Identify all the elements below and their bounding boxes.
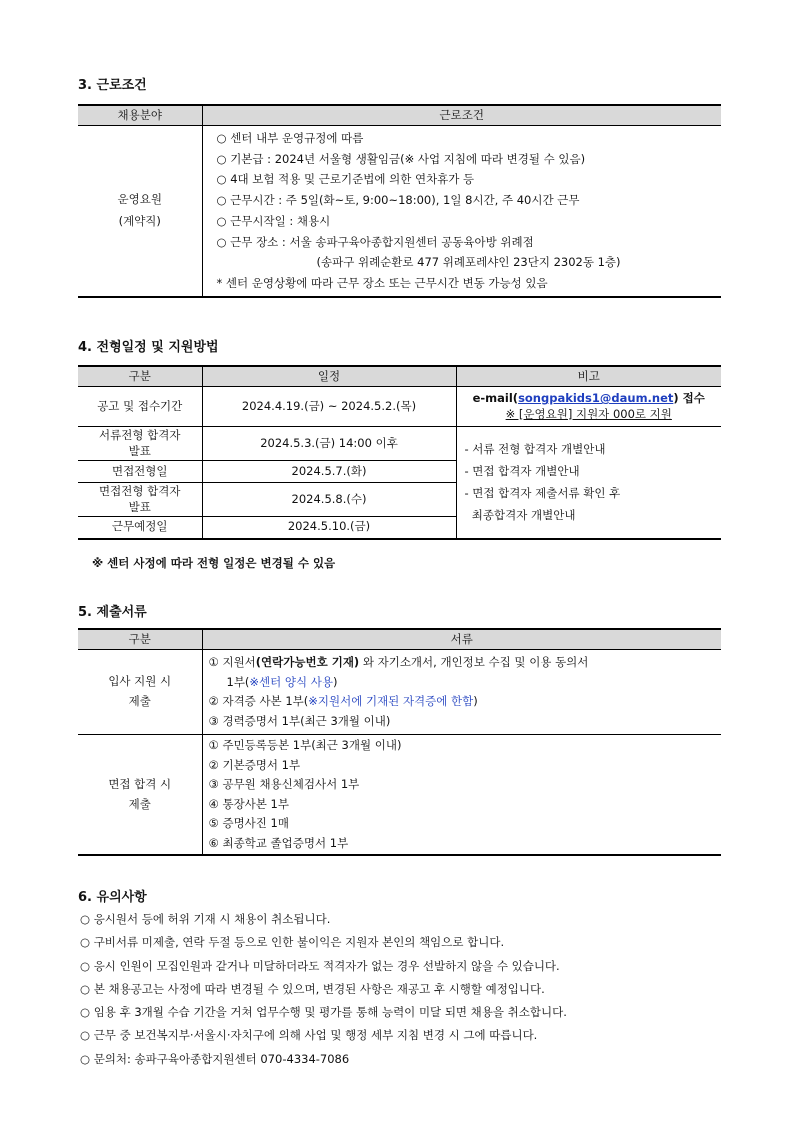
- doc-item: ② 자격증 사본 1부(※지원서에 기재된 자격증에 한함): [208, 694, 478, 708]
- remark-item: 최종합격자 개별안내: [464, 508, 576, 523]
- pass-docs-cell: [202, 735, 721, 856]
- header-documents: 서류: [202, 629, 721, 650]
- doc-item: ① 지원서(연락가능번호 기재) 와 자기소개서, 개인정보 수집 및 이용 동의서: [208, 655, 589, 669]
- condition-item: ○ 근무시간 : 주 5일(화~토, 9:00~18:00), 1일 8시간, 주 40시간 근무: [216, 193, 580, 208]
- doc-item: ④ 통장사본 1부: [208, 796, 289, 811]
- condition-item: ○ 근무 장소 : 서울 송파구육아종합지원센터 공동육아방 위례점: [216, 234, 534, 249]
- remark-item: - 면접 합격자 제출서류 확인 후: [464, 486, 621, 501]
- apply-docs-cell: [202, 650, 721, 735]
- section-4-title: 4. 전형일정 및 지원방법: [78, 340, 219, 355]
- header-field: 채용분야: [78, 105, 202, 126]
- remark-item: - 서류 전형 합격자 개별안내: [464, 442, 606, 457]
- note-item: ○ 응시 인원이 모집인원과 같거나 미달하더라도 적격자가 없는 경우 선발하지 않을 수 있습니다.: [80, 958, 560, 973]
- section-3-title: 3. 근로조건: [78, 78, 147, 93]
- conditions-cell: [202, 126, 721, 297]
- doc-item: ⑤ 증명사진 1매: [208, 816, 289, 830]
- schedule-label: 면접전형 합격자 발표: [78, 483, 202, 517]
- header-conditions: 근로조건: [202, 105, 721, 126]
- pass-docs-label: 면접 합격 시: [108, 776, 172, 791]
- schedule-date: 2024.5.10.(금): [202, 517, 456, 539]
- documents-table: [78, 628, 721, 856]
- remarks-cell: [456, 427, 721, 539]
- apply-docs-label-cell: [78, 650, 202, 735]
- doc-item: ⑥ 최종학교 졸업증명서 1부: [208, 835, 349, 850]
- schedule-date: 2024.5.8.(수): [202, 483, 456, 517]
- doc-item: ③ 공무원 채용신체검사서 1부: [208, 777, 360, 791]
- note-item: ○ 응시원서 등에 허위 기재 시 채용이 취소됩니다.: [80, 912, 331, 926]
- note-item: ○ 임용 후 3개월 수습 기간을 거쳐 업무수행 및 평가를 통해 능력이 미달 되면 채용을 취소합니다.: [80, 1005, 567, 1020]
- doc-item: ② 기본증명서 1부: [208, 757, 301, 772]
- email-line: e-mail(songpakids1@daum.net) 접수: [472, 390, 705, 405]
- doc-item: ③ 경력증명서 1부(최근 3개월 이내): [208, 713, 391, 728]
- condition-item: ○ 4대 보험 적용 및 근로기준법에 의한 연차휴가 등: [216, 172, 475, 187]
- schedule-label: 서류전형 합격자 발표: [78, 427, 202, 461]
- field-cell: [78, 126, 202, 297]
- pass-docs-label-cell: [78, 735, 202, 856]
- schedule-label: 공고 및 접수기간: [78, 387, 202, 427]
- schedule-table: [78, 365, 721, 540]
- contact-info: ○ 문의처: 송파구육아종합지원센터 070-4334-7086: [80, 1051, 350, 1066]
- application-method-cell: [456, 387, 721, 427]
- pass-docs-label-sub: 제출: [128, 796, 151, 811]
- header-remarks: 비고: [456, 366, 721, 387]
- header-category: 구분: [78, 366, 202, 387]
- note-item: ○ 본 채용공고는 사정에 따라 변경될 수 있으며, 변경된 사항은 재공고 후 시행할 예정입니다.: [80, 981, 545, 996]
- doc-item-cont: 1부(※센터 양식 사용): [226, 674, 338, 689]
- doc-item: ① 주민등록등본 1부(최근 3개월 이내): [208, 738, 402, 752]
- schedule-date: 2024.5.7.(화): [202, 461, 456, 483]
- notes-list: [80, 908, 567, 1071]
- section-6-title: 6. 유의사항: [78, 890, 147, 905]
- header-category: 구분: [78, 629, 202, 650]
- schedule-change-warning: ※ 센터 사정에 따라 전형 일정은 변경될 수 있음: [92, 556, 336, 570]
- schedule-date: 2024.4.19.(금) ~ 2024.5.2.(목): [202, 387, 456, 427]
- schedule-label: 근무예정일: [78, 517, 202, 539]
- schedule-label: 면접전형일: [78, 461, 202, 483]
- schedule-date: 2024.5.3.(금) 14:00 이후: [202, 427, 456, 461]
- header-schedule: 일정: [202, 366, 456, 387]
- condition-item: ○ 센터 내부 운영규정에 따름: [216, 131, 364, 145]
- conditions-footnote: * 센터 운영상황에 따라 근무 장소 또는 근무시간 변동 가능성 있음: [216, 275, 548, 290]
- work-conditions-table: [78, 104, 721, 298]
- apply-docs-label-sub: 제출: [128, 694, 151, 708]
- field-type: (계약직): [118, 213, 161, 228]
- workplace-address: (송파구 위례순환로 477 위례포레샤인 23단지 2302동 1층): [316, 255, 621, 270]
- apply-docs-label: 입사 지원 시: [108, 674, 172, 689]
- condition-item: ○ 근무시작일 : 채용시: [216, 213, 331, 228]
- field-name: 운영요원: [117, 192, 162, 207]
- note-item: ○ 근무 중 보건복지부·서울시·자치구에 의해 사업 및 행정 세부 지침 변경 시 그에 따릅니다.: [80, 1028, 538, 1043]
- note-item: ○ 구비서류 미제출, 연락 두절 등으로 인한 불이익은 지원자 본인의 책임으로 합니다.: [80, 935, 505, 950]
- condition-item: ○ 기본급 : 2024년 서울형 생활임금(※ 사업 지침에 따라 변경될 수 있음): [216, 151, 586, 166]
- remark-item: - 면접 합격자 개별안내: [464, 464, 580, 479]
- email-link[interactable]: songpakids1@daum.net: [518, 390, 674, 405]
- section-5-title: 5. 제출서류: [78, 605, 147, 620]
- email-subject-note: ※ [운영요원] 지원자 000로 지원: [505, 406, 672, 421]
